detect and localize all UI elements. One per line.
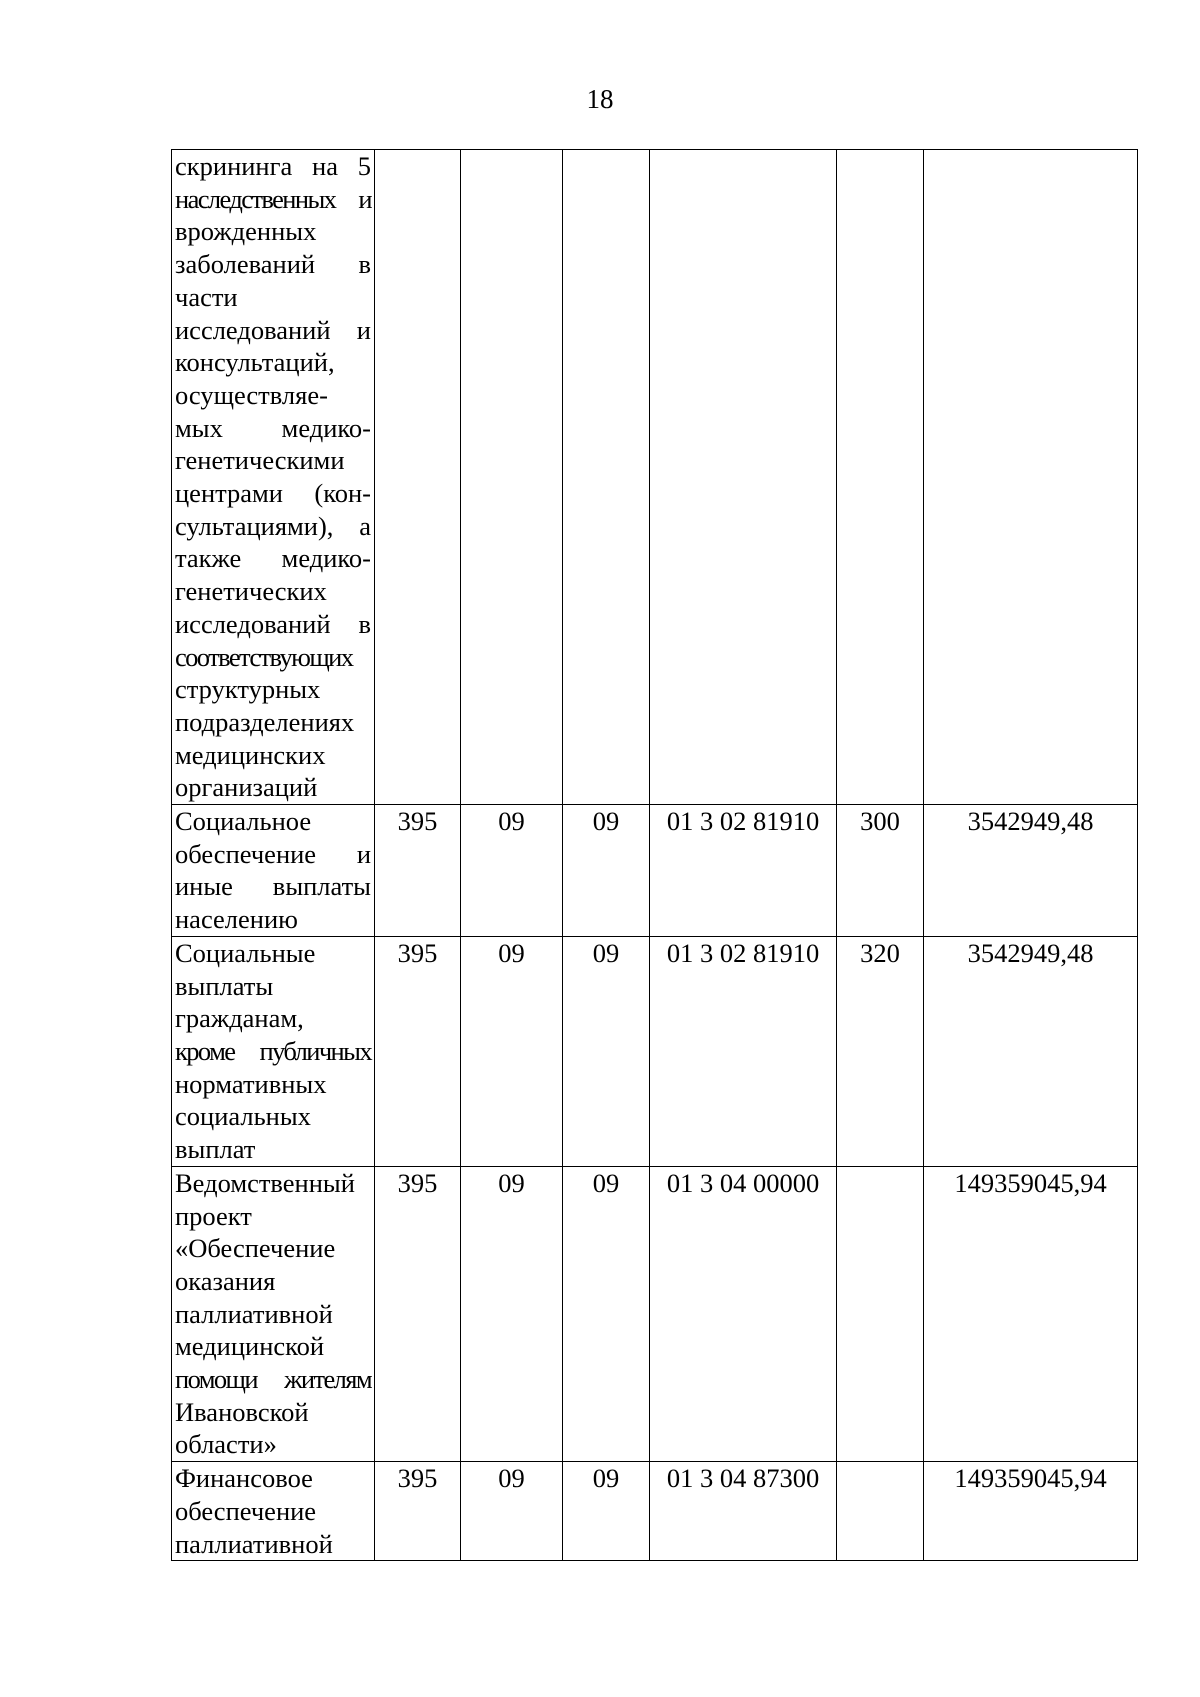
expense-type-cell: 320 [837, 936, 924, 1166]
table-row [172, 936, 1138, 1166]
description-line: Ведомственный [175, 1167, 355, 1198]
description-cell [172, 936, 375, 1166]
description-line: выплат [175, 1134, 256, 1165]
description-line: заболеваний в [175, 249, 371, 280]
description-line: гражданам, [175, 1003, 304, 1034]
description-line: Ивановской [175, 1396, 309, 1427]
description-line: обеспечение [175, 1495, 317, 1526]
description-line: сультациями), а [175, 510, 371, 541]
section-cell [461, 150, 563, 805]
amount-cell [924, 150, 1138, 805]
description-line: Социальное [175, 806, 312, 837]
description-line: врожденных [175, 216, 317, 247]
section-cell: 09 [461, 936, 563, 1166]
description-line: оказания [175, 1265, 276, 1296]
description-line: скрининга на 5 [175, 151, 371, 181]
description-cell [172, 150, 375, 805]
admin-code-cell: 395 [375, 1166, 461, 1461]
table-row [172, 1462, 1138, 1561]
description-line: области» [175, 1429, 277, 1460]
description-line: генетических [175, 576, 327, 607]
description-line: части [175, 281, 238, 312]
description-line: населению [175, 904, 298, 935]
subsection-cell: 09 [563, 1166, 650, 1461]
section-cell: 09 [461, 1166, 563, 1461]
description-line: помощи жителям [175, 1364, 371, 1395]
expense-type-cell: 300 [837, 805, 924, 937]
admin-code-cell [375, 150, 461, 805]
description-line: исследований и [175, 314, 371, 345]
expense-type-cell [837, 1166, 924, 1461]
description-line: наследственных и [175, 183, 371, 214]
target-article-cell: 01 3 02 81910 [650, 805, 837, 937]
expense-type-cell [837, 150, 924, 805]
description-line: соответствующих [175, 641, 353, 672]
description-line: проект [175, 1200, 252, 1231]
description-cell [172, 1166, 375, 1461]
amount-cell: 149359045,94 [924, 1166, 1138, 1461]
expense-type-cell [837, 1462, 924, 1561]
target-article-cell [650, 150, 837, 805]
admin-code-cell: 395 [375, 805, 461, 937]
description-line: исследований в [175, 608, 371, 639]
description-line: консультаций, [175, 347, 335, 378]
budget-table [171, 149, 1138, 1561]
amount-cell: 3542949,48 [924, 805, 1138, 937]
table-row [172, 1166, 1138, 1461]
description-line: также медико- [175, 543, 371, 574]
section-cell: 09 [461, 805, 563, 937]
page-number: 18 [586, 84, 614, 114]
table-body [172, 150, 1138, 1561]
description-line: паллиативной [175, 1298, 333, 1329]
admin-code-cell: 395 [375, 936, 461, 1166]
table-row [172, 805, 1138, 937]
description-line: мых медико- [175, 412, 371, 443]
description-line: паллиативной [175, 1528, 333, 1559]
description-line: структурных [175, 674, 321, 705]
description-line: Социальные [175, 937, 316, 968]
target-article-cell: 01 3 04 87300 [650, 1462, 837, 1561]
section-cell: 09 [461, 1462, 563, 1561]
description-line: организаций [175, 772, 318, 803]
target-article-cell: 01 3 02 81910 [650, 936, 837, 1166]
description-line: обеспечение и [175, 838, 371, 869]
description-line: медицинских [175, 739, 326, 770]
subsection-cell: 09 [563, 936, 650, 1166]
description-line: кроме публичных [175, 1035, 371, 1066]
description-line: осуществляе- [175, 379, 328, 410]
description-line: социальных [175, 1101, 311, 1132]
description-line: подразделениях [175, 706, 355, 737]
admin-code-cell: 395 [375, 1462, 461, 1561]
description-cell [172, 805, 375, 937]
subsection-cell [563, 150, 650, 805]
subsection-cell: 09 [563, 805, 650, 937]
subsection-cell: 09 [563, 1462, 650, 1561]
description-line: «Обеспечение [175, 1233, 336, 1264]
table-row [172, 150, 1138, 805]
target-article-cell: 01 3 04 00000 [650, 1166, 837, 1461]
description-cell [172, 1462, 375, 1561]
description-line: медицинской [175, 1331, 325, 1362]
description-line: генетическими [175, 445, 345, 476]
description-line: центрами (кон- [175, 478, 371, 509]
description-line: нормативных [175, 1068, 327, 1099]
description-line: Финансовое [175, 1463, 313, 1494]
description-line: иные выплаты [175, 871, 371, 902]
amount-cell: 149359045,94 [924, 1462, 1138, 1561]
description-line: выплаты [175, 970, 274, 1001]
amount-cell: 3542949,48 [924, 936, 1138, 1166]
